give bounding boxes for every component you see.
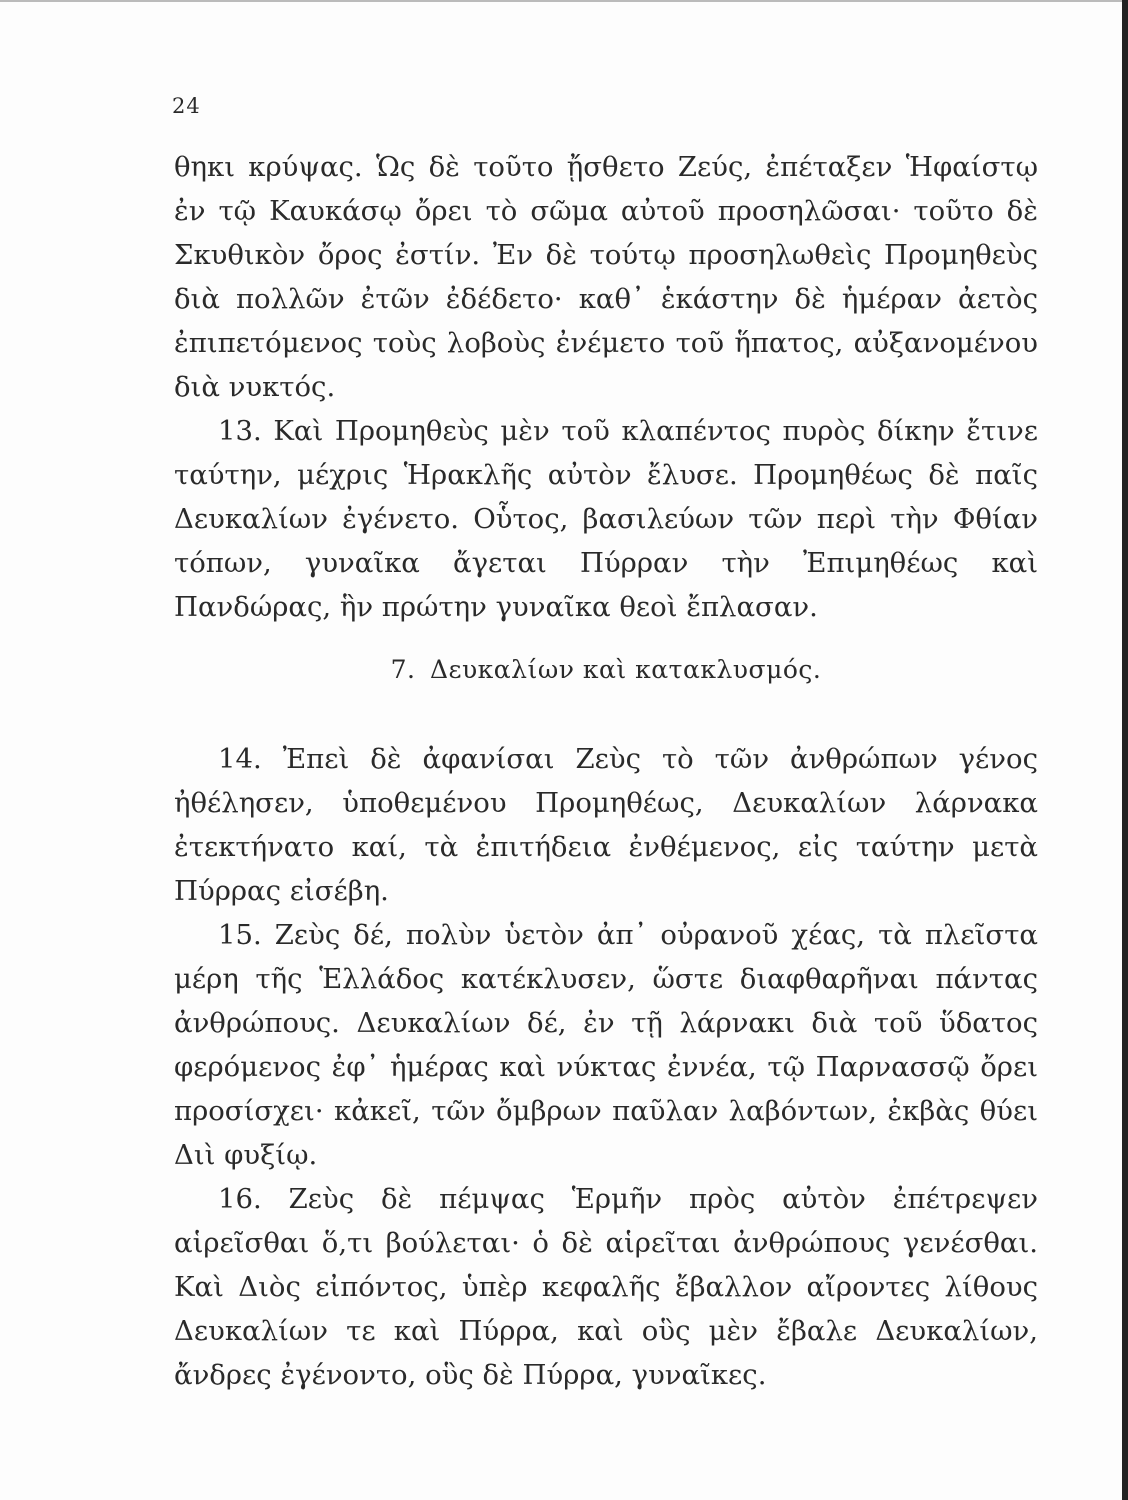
paragraph-text: θηκι κρύψας. Ὡς δὲ τοῦτο ᾔσθετο Ζεύς, ἐπέταξεν Ἡφαίστῳ ἐν τῷ Καυκάσῳ ὄρει τὸ σῶμα αὐτοῦ προσηλῶσαι· τοῦτο δὲ Σκυθικὸν ὄρος ἐστίν. Ἐν δὲ τούτῳ προσηλωθεὶς Προμηθεὺς διὰ πολλῶν ἐτῶν ἐδέδετο· καθ᾽ ἑκάστην δὲ ἡμέραν ἀετὸς ἐπιπετόμενος τοὺς λοβοὺς ἐνέμετο τοῦ ἥπατος, αὐξανομένου διὰ νυκτός. bbox=[174, 151, 1038, 403]
paragraph-number: 15. bbox=[218, 919, 262, 951]
text-block-bottom bbox=[174, 737, 1038, 1397]
paragraph-number: 16. bbox=[218, 1183, 262, 1215]
text-block-top bbox=[174, 145, 1038, 629]
paragraph-number: 13. bbox=[218, 415, 262, 447]
section-number: 7. bbox=[390, 655, 416, 684]
paragraph-14 bbox=[174, 737, 1038, 913]
page-top-edge bbox=[0, 0, 1128, 2]
page-right-edge bbox=[1122, 0, 1128, 1500]
paragraph-text: Καὶ Προμηθεὺς μὲν τοῦ κλαπέντος πυρὸς δίκην ἔτινε ταύτην, μέχρις Ἡρακλῆς αὐτὸν ἔλυσε. Προμηθέως δὲ παῖς Δευκαλίων ἐγένετο. Οὗτος, βασιλεύων τῶν περὶ τὴν Φθίαν τόπων, γυναῖκα ἄγεται Πύρραν τὴν Ἐπιμηθέως καὶ Πανδώρας, ἣν πρώτην γυναῖκα θεοὶ ἔπλασαν. bbox=[174, 415, 1038, 623]
paragraph-13 bbox=[174, 409, 1038, 629]
paragraph-continuation bbox=[174, 145, 1038, 409]
paragraph-text: Ζεὺς δὲ πέμψας Ἑρμῆν πρὸς αὐτὸν ἐπέτρεψεν αἱρεῖσθαι ὅ,τι βούλεται· ὁ δὲ αἱρεῖται ἀνθρώπους γενέσθαι. Καὶ Διὸς εἰπόντος, ὑπὲρ κεφαλῆς ἔβαλλον αἴροντες λίθους Δευκαλίων τε καὶ Πύρρα, καὶ οὓς μὲν ἔβαλε Δευκαλίων, ἄνδρες ἐγένοντο, οὓς δὲ Πύρρα, γυναῖκες. bbox=[174, 1183, 1038, 1391]
paragraph-15 bbox=[174, 913, 1038, 1177]
paragraph-text: Ζεὺς δέ, πολὺν ὑετὸν ἀπ᾽ οὐρανοῦ χέας, τὰ πλεῖστα μέρη τῆς Ἑλλάδος κατέκλυσεν, ὥστε διαφθαρῆναι πάντας ἀνθρώπους. Δευκαλίων δέ, ἐν τῇ λάρνακι διὰ τοῦ ὕδατος φερόμενος ἐφ᾽ ἡμέρας καὶ νύκτας ἐννέα, τῷ Παρνασσῷ ὄρει προσίσχει· κἀκεῖ, τῶν ὄμβρων παῦλαν λαβόντων, ἐκβὰς θύει Διὶ φυξίῳ. bbox=[174, 919, 1038, 1171]
paragraph-number: 14. bbox=[218, 743, 262, 775]
paragraph-16 bbox=[174, 1177, 1038, 1397]
page-number: 24 bbox=[172, 94, 201, 118]
paragraph-text: Ἐπεὶ δὲ ἀφανίσαι Ζεὺς τὸ τῶν ἀνθρώπων γένος ἠθέλησεν, ὑποθεμένου Προμηθέως, Δευκαλίων λάρνακα ἐτεκτήνατο καί, τὰ ἐπιτήδεια ἐνθέμενος, εἰς ταύτην μετὰ Πύρρας εἰσέβη. bbox=[174, 743, 1038, 907]
section-heading bbox=[174, 655, 1038, 684]
section-title: Δευκαλίων καὶ κατακλυσμός. bbox=[429, 655, 822, 684]
